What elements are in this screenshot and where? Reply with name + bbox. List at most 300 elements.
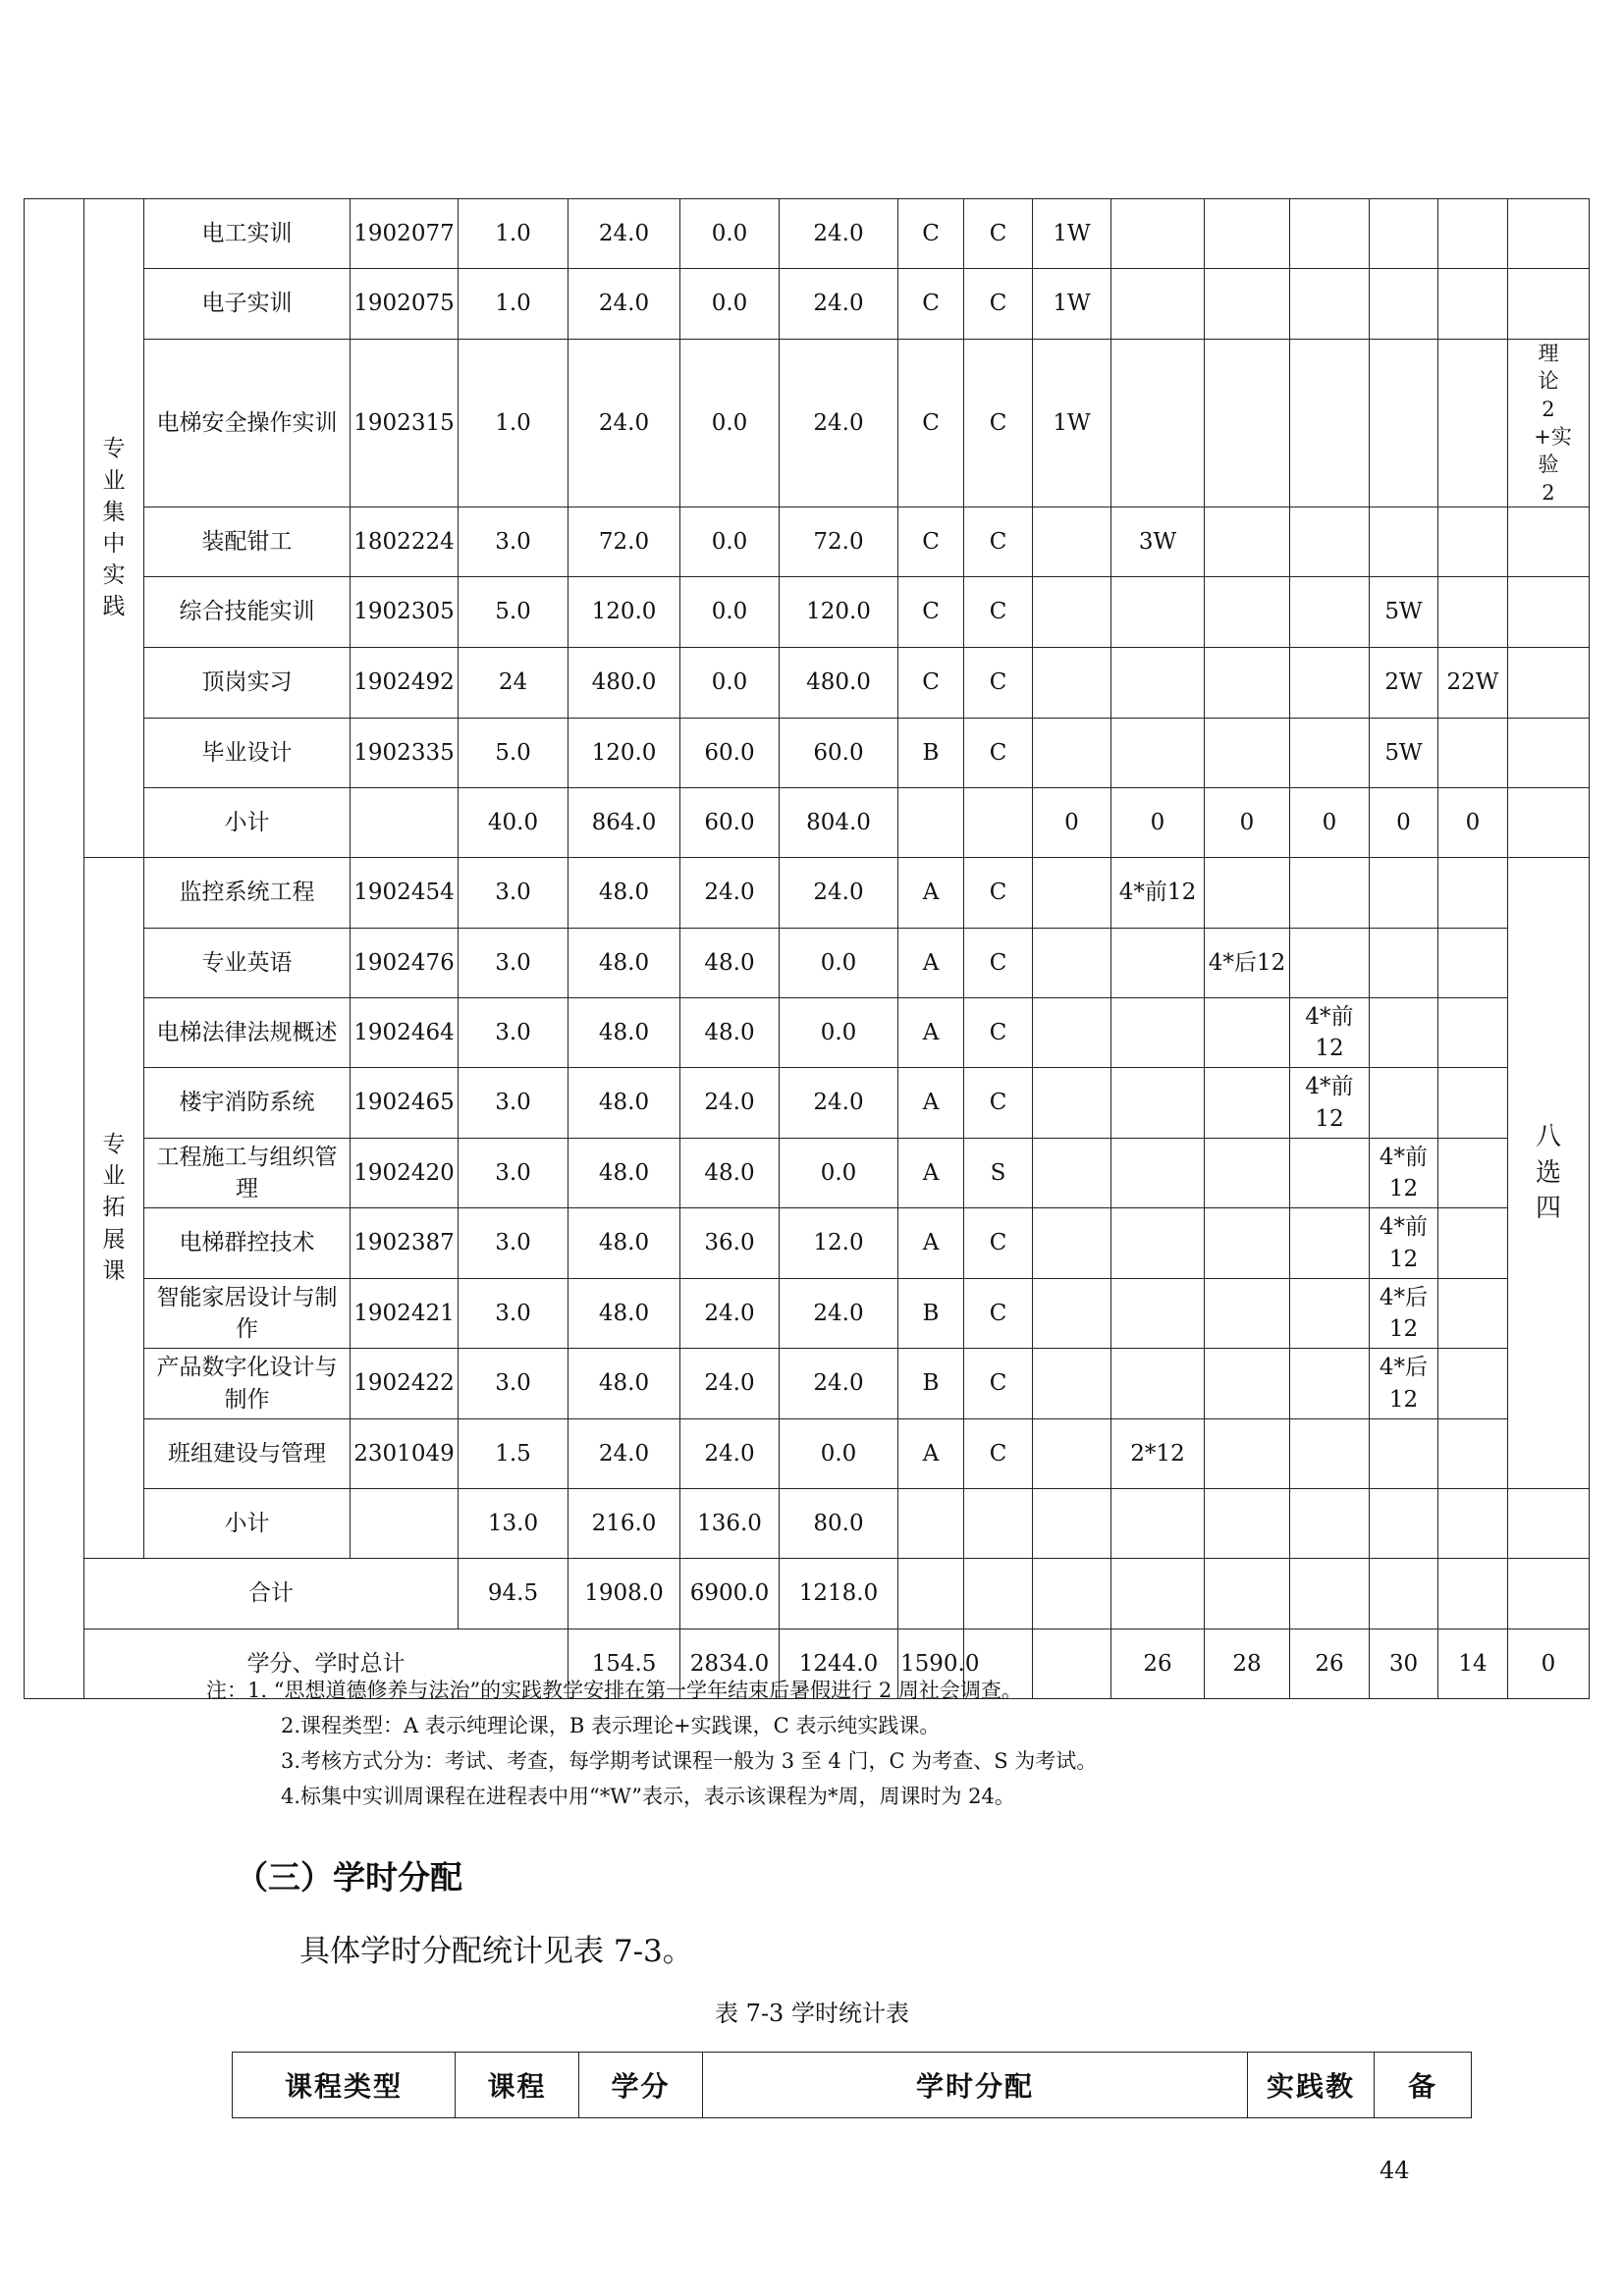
note-line: 注：1. “思想道德修养与法治”的实践教学安排在第一学年结束后暑假进行 2 周社会调查。 [206,1679,1022,1702]
semester-1 [1033,577,1111,648]
semester-3 [1205,1208,1290,1279]
semester-5: 14 [1438,1629,1508,1699]
semester-5: 4*前12 [1370,1208,1438,1279]
total-hours: 48.0 [568,1139,680,1208]
table-row [25,1208,1590,1279]
credit: 3.0 [459,858,568,929]
theory-hours: 24.0 [680,1349,780,1419]
semester-6 [1438,1559,1508,1629]
table-row [25,858,1590,929]
credit: 5.0 [459,719,568,788]
semester-5 [1370,1419,1438,1489]
body-paragraph: 具体学时分配统计见表 7-3。 [299,1934,693,1969]
table-row [25,929,1590,998]
course-type: C [898,577,964,648]
semester-4: 4*前12 [1290,1068,1370,1139]
table-row [25,1349,1590,1419]
semester-2 [1111,269,1205,340]
table-row [25,507,1590,577]
exam-method: C [964,1208,1033,1279]
theory-hours: 24.0 [680,1419,780,1489]
practice-hours: 24.0 [780,269,898,340]
table-row [25,719,1590,788]
practice-hours: 72.0 [780,507,898,577]
course-type: A [898,929,964,998]
semester-2 [1111,1279,1205,1349]
course-code: 2301049 [351,1419,459,1489]
course-code [351,1489,459,1559]
table-notes [206,1673,1097,1814]
semester-4: 0 [1290,788,1370,858]
semester-4 [1290,858,1370,929]
note [1508,269,1590,340]
credit: 3.0 [459,1208,568,1279]
exam-method: C [964,199,1033,269]
table-row [25,1139,1590,1208]
total-hours: 120.0 [568,719,680,788]
total-hours: 24.0 [568,1419,680,1489]
semester-4 [1290,719,1370,788]
semester-4 [1290,507,1370,577]
note-line: 4.标集中实训周课程在进程表中用“*W”表示，表示该课程为*周，周课时为 24。 [281,1785,1015,1808]
exam-method: C [964,719,1033,788]
total-hours: 24.0 [568,199,680,269]
theory-hours: 48.0 [680,929,780,998]
semester-6 [1438,1139,1508,1208]
semester-1: 1W [1033,269,1111,340]
total-hours: 2834.0 [680,1629,780,1699]
course-name: 电梯法律法规概述 [144,998,351,1068]
practice-hours: 60.0 [780,719,898,788]
practice-hours: 24.0 [780,1279,898,1349]
theory-hours: 60.0 [680,719,780,788]
exam-method: C [964,1068,1033,1139]
credit: 1.0 [459,340,568,507]
course-type: C [898,648,964,719]
header-remarks: 备 [1375,2053,1472,2118]
semester-4 [1290,1139,1370,1208]
semester-1 [1033,719,1111,788]
course-code: 1902305 [351,577,459,648]
theory-hours: 36.0 [680,1208,780,1279]
semester-4 [1290,340,1370,507]
theory-hours: 6900.0 [680,1559,780,1629]
course-type [898,788,964,858]
semester-6 [1438,1419,1508,1489]
credit: 3.0 [459,507,568,577]
semester-3 [1205,507,1290,577]
total-hours: 48.0 [568,1279,680,1349]
course-name: 工程施工与组织管理 [144,1139,351,1208]
course-name: 产品数字化设计与制作 [144,1349,351,1419]
course-name: 班组建设与管理 [144,1419,351,1489]
course-code: 1802224 [351,507,459,577]
semester-1 [1033,1208,1111,1279]
table-row [25,1279,1590,1349]
course-code [351,788,459,858]
theory-hours: 24.0 [680,1068,780,1139]
semester-1: 1W [1033,199,1111,269]
semester-3 [1205,1139,1290,1208]
course-schedule-table [24,198,1590,1699]
semester-1 [1033,929,1111,998]
exam-method: C [964,340,1033,507]
exam-method: C [964,1279,1033,1349]
course-name: 电工实训 [144,199,351,269]
semester-1 [1033,858,1111,929]
semester-5: 5W [1370,719,1438,788]
course-name: 电子实训 [144,269,351,340]
subtotal-label: 小计 [144,788,351,858]
table-caption: 表 7-3 学时统计表 [715,2000,909,2027]
credit: 40.0 [459,788,568,858]
semester-1: 26 [1111,1629,1205,1699]
semester-3 [1205,577,1290,648]
section-heading: （三）学时分配 [236,1858,462,1896]
semester-6: 0 [1438,788,1508,858]
course-type: A [898,858,964,929]
semester-6 [1438,269,1508,340]
theory-hours: 0.0 [680,507,780,577]
practice-hours: 24.0 [780,199,898,269]
course-type: C [898,507,964,577]
course-type: B [898,719,964,788]
course-type: A [898,1419,964,1489]
exam-method: C [964,1419,1033,1489]
total-hours: 216.0 [568,1489,680,1559]
exam-method: C [964,577,1033,648]
course-type: A [898,998,964,1068]
table-row [25,998,1590,1068]
semester-1 [1033,1419,1111,1489]
semester-6 [1438,1068,1508,1139]
total-hours: 48.0 [568,1208,680,1279]
credit: 24 [459,648,568,719]
semester-2 [1111,340,1205,507]
note [1508,648,1590,719]
course-code: 1902387 [351,1208,459,1279]
practice-hours: 0.0 [780,1139,898,1208]
course-type: A [898,1068,964,1139]
theory-hours: 0.0 [680,269,780,340]
note [1508,199,1590,269]
semester-4 [1290,1349,1370,1419]
course-type: B [898,1279,964,1349]
credit: 3.0 [459,1349,568,1419]
header-practice-teaching: 实践教 [1248,2053,1375,2118]
subtotal-label: 小计 [144,1489,351,1559]
semester-6 [1438,998,1508,1068]
credit: 3.0 [459,929,568,998]
practice-hours: 12.0 [780,1208,898,1279]
semester-5 [1370,1489,1438,1559]
exam-method: C [964,507,1033,577]
note [1508,507,1590,577]
practice-hours: 0.0 [780,929,898,998]
total-hours: 1908.0 [568,1559,680,1629]
semester-2: 3W [1111,507,1205,577]
credit: 3.0 [459,998,568,1068]
note [1508,788,1590,858]
course-name: 专业英语 [144,929,351,998]
course-name: 毕业设计 [144,719,351,788]
semester-1 [1033,648,1111,719]
semester-4: 4*前12 [1290,998,1370,1068]
theory-hours: 48.0 [680,1139,780,1208]
semester-2 [1111,719,1205,788]
course-type [898,1559,964,1629]
course-code: 1902420 [351,1139,459,1208]
total-label: 合计 [84,1559,459,1629]
subtotal-row [25,788,1590,858]
semester-6 [1438,719,1508,788]
course-type: C [898,269,964,340]
exam-method [964,1489,1033,1559]
course-code: 1902454 [351,858,459,929]
practice-hours: 24.0 [780,1068,898,1139]
total-hours: 48.0 [568,998,680,1068]
semester-5 [1370,858,1438,929]
course-type: A [898,1139,964,1208]
practice-hours: 80.0 [780,1489,898,1559]
exam-method: S [964,1139,1033,1208]
semester-2 [1111,1068,1205,1139]
semester-4 [1290,648,1370,719]
theory-hours: 48.0 [680,998,780,1068]
semester-3 [1205,858,1290,929]
semester-2: 28 [1205,1629,1290,1699]
exam-method: C [964,269,1033,340]
semester-5 [1370,199,1438,269]
course-name: 监控系统工程 [144,858,351,929]
semester-5 [1370,340,1438,507]
theory-hours: 0.0 [680,340,780,507]
practice-hours: 24.0 [780,340,898,507]
header-credit: 学分 [579,2053,703,2118]
semester-2 [1111,1489,1205,1559]
semester-4 [1290,929,1370,998]
course-type [898,1489,964,1559]
theory-hours: 60.0 [680,788,780,858]
semester-6 [1438,858,1508,929]
semester-1: 1W [1033,340,1111,507]
total-hours: 24.0 [568,269,680,340]
practice-hours: 0.0 [780,998,898,1068]
course-type: A [898,1208,964,1279]
course-name: 装配钳工 [144,507,351,577]
semester-6 [1438,507,1508,577]
semester-3 [1205,719,1290,788]
semester-4 [1290,269,1370,340]
semester-6 [1438,1349,1508,1419]
practice-hours: 0.0 [780,1419,898,1489]
header-hours-allocation: 学时分配 [703,2053,1248,2118]
semester-5 [1370,998,1438,1068]
semester-5: 5W [1370,577,1438,648]
semester-4 [1290,1489,1370,1559]
total-hours: 48.0 [568,858,680,929]
course-name: 综合技能实训 [144,577,351,648]
semester-6 [1438,577,1508,648]
semester-3 [1205,1559,1290,1629]
semester-1 [1033,1349,1111,1419]
credit: 3.0 [459,1068,568,1139]
semester-3 [1205,1489,1290,1559]
semester-1 [1033,1279,1111,1349]
semester-3 [1205,269,1290,340]
course-type: C [898,199,964,269]
semester-1 [1033,998,1111,1068]
semester-3 [1205,998,1290,1068]
total-hours: 48.0 [568,1349,680,1419]
exam-method [964,1559,1033,1629]
theory-hours: 24.0 [680,858,780,929]
semester-3 [1205,1068,1290,1139]
semester-6: 22W [1438,648,1508,719]
semester-2: 4*前12 [1111,858,1205,929]
semester-5: 2W [1370,648,1438,719]
total-row [25,1559,1590,1629]
course-name: 电梯安全操作实训 [144,340,351,507]
semester-4 [1290,1279,1370,1349]
note [1508,340,1590,507]
theory-hours: 0.0 [680,648,780,719]
practice-hours: 480.0 [780,648,898,719]
course-name: 电梯群控技术 [144,1208,351,1279]
header-course-type: 课程类型 [233,2053,456,2118]
table-row [25,269,1590,340]
total-hours: 480.0 [568,648,680,719]
semester-4: 30 [1370,1629,1438,1699]
credit: 3.0 [459,1279,568,1349]
note [1508,577,1590,648]
total-hours: 72.0 [568,507,680,577]
exam-method: C [964,858,1033,929]
practice-hours: 1218.0 [780,1559,898,1629]
hours-statistics-table [232,2052,1472,2118]
credit: 3.0 [459,1139,568,1208]
semester-2 [1111,1208,1205,1279]
semester-2 [1111,1139,1205,1208]
credit: 5.0 [459,577,568,648]
group-label-concentrated-practice: 专业集中实践 [84,199,144,858]
table-row [25,1419,1590,1489]
total-hours: 864.0 [568,788,680,858]
semester-2: 0 [1111,788,1205,858]
semester-3 [1205,340,1290,507]
exam-method [964,788,1033,858]
note [1508,1489,1590,1559]
semester-6 [1438,199,1508,269]
semester-3 [1205,1279,1290,1349]
semester-6 [1438,1279,1508,1349]
theory-hours: 24.0 [680,1279,780,1349]
exam-method: C [964,998,1033,1068]
semester-5: 0 [1370,788,1438,858]
course-code: 1902465 [351,1068,459,1139]
semester-6 [1438,1208,1508,1279]
semester-4 [1290,199,1370,269]
semester-6 [1438,929,1508,998]
semester-3 [1205,648,1290,719]
semester-5 [1370,269,1438,340]
credit: 1.5 [459,1419,568,1489]
note-line: 3.考核方式分为：考试、考查，每学期考试课程一般为 3 至 4 门，C 为考查、S 为考试。 [281,1749,1098,1773]
course-code: 1902464 [351,998,459,1068]
semester-5 [1370,929,1438,998]
grand-total-label: 学分、学时总计 [84,1629,568,1699]
exam-method: C [964,648,1033,719]
practice-hours: 120.0 [780,577,898,648]
course-type: C [898,340,964,507]
semester-3: 0 [1205,788,1290,858]
semester-1 [1033,1559,1111,1629]
practice-hours: 804.0 [780,788,898,858]
course-code: 1902335 [351,719,459,788]
course-code: 1902315 [351,340,459,507]
exam-method: C [964,1349,1033,1419]
credit: 154.5 [568,1629,680,1699]
elective-choice-note: 八选四 [1508,858,1590,1489]
outer-group-cell [25,199,84,1699]
practice-hours: 1590.0 [898,1629,964,1699]
semester-1 [1033,1139,1111,1208]
credit: 1.0 [459,199,568,269]
theory-hours: 0.0 [680,199,780,269]
theory-hours: 136.0 [680,1489,780,1559]
course-code: 1902075 [351,269,459,340]
course-code: 1902422 [351,1349,459,1419]
page-number: 44 [1380,2157,1410,2184]
table-header-row [233,2053,1472,2118]
table-row [25,577,1590,648]
semester-1 [1033,1068,1111,1139]
course-name: 智能家居设计与制作 [144,1279,351,1349]
semester-2 [1111,1349,1205,1419]
note [1508,719,1590,788]
course-name: 顶岗实习 [144,648,351,719]
theory-hours: 1244.0 [780,1629,898,1699]
semester-4 [1290,1559,1370,1629]
table-row [25,648,1590,719]
semester-2: 2*12 [1111,1419,1205,1489]
semester-1 [1033,507,1111,577]
semester-6 [1438,340,1508,507]
header-course: 课程 [456,2053,579,2118]
credit: 1.0 [459,269,568,340]
note [1508,1559,1590,1629]
theory-hours: 0.0 [680,577,780,648]
semester-1: 0 [1033,788,1111,858]
semester-3: 26 [1290,1629,1370,1699]
practice-hours: 24.0 [780,1349,898,1419]
table-row [25,199,1590,269]
semester-5: 4*后12 [1370,1349,1438,1419]
semester-2 [1111,1559,1205,1629]
course-code: 1902077 [351,199,459,269]
semester-5: 4*前12 [1370,1139,1438,1208]
semester-4 [1290,1419,1370,1489]
semester-2 [1111,648,1205,719]
semester-3 [1205,1349,1290,1419]
semester-4 [1290,577,1370,648]
note-line: 2.课程类型：A 表示纯理论课，B 表示理论+实践课，C 表示纯实践课。 [281,1714,941,1737]
semester-2 [1111,929,1205,998]
table-row [25,1068,1590,1139]
semester-5 [1370,1559,1438,1629]
semester-6: 0 [1508,1629,1590,1699]
semester-3 [1205,1419,1290,1489]
